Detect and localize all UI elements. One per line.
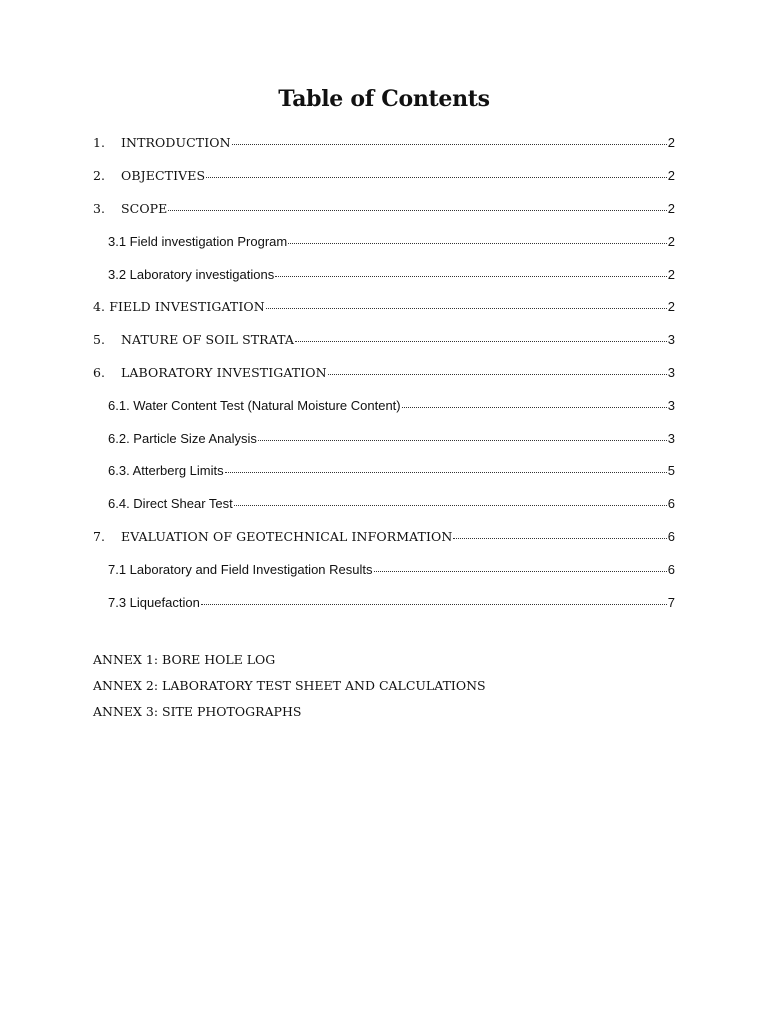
toc-entry-page: 2: [667, 234, 675, 249]
toc-entry-label: 6.2. Particle Size Analysis: [108, 431, 257, 446]
toc-entry-page: 5: [667, 463, 675, 478]
toc-entry-label: INTRODUCTION: [121, 135, 231, 150]
toc-entry-page: 3: [667, 398, 675, 413]
toc-entry-number: 1.: [93, 135, 106, 150]
dot-leader: [206, 165, 667, 178]
toc-entry-laboratory-and-field-results[interactable]: [108, 561, 675, 581]
page-title: Table of Contents: [278, 86, 490, 112]
toc-entry-particle-size-analysis[interactable]: [108, 430, 675, 450]
toc-entry-label: 3.2 Laboratory investigations: [108, 267, 275, 282]
toc-entry-laboratory-investigations[interactable]: [108, 266, 675, 286]
dot-leader: [258, 428, 667, 441]
dot-leader: [295, 329, 667, 342]
toc-entry-label: EVALUATION OF GEOTECHNICAL INFORMATION: [121, 529, 453, 544]
toc-entry-label: 3.1 Field investigation Program: [108, 234, 288, 249]
toc-entry-number: 3.: [93, 201, 106, 216]
toc-entry-field-investigation-program[interactable]: [108, 233, 675, 253]
dot-leader: [288, 231, 667, 244]
dot-leader: [234, 493, 667, 506]
dot-leader: [201, 592, 667, 605]
toc-entry-number: 7.: [93, 529, 106, 544]
toc-entry-scope[interactable]: [93, 200, 675, 220]
dot-leader: [328, 362, 667, 375]
dot-leader: [275, 264, 667, 277]
toc-entry-atterberg-limits[interactable]: [108, 462, 675, 482]
toc-entry-label: 7.3 Liquefaction: [108, 595, 200, 610]
toc-entry-page: 2: [667, 135, 675, 150]
toc-entry-liquefaction[interactable]: [108, 594, 675, 614]
toc-entry-label: NATURE OF SOIL STRATA: [121, 332, 295, 347]
toc-entry-number: 5.: [93, 332, 106, 347]
toc-entry-page: 6: [667, 562, 675, 577]
toc-entry-page: 6: [667, 496, 675, 511]
toc-entry-page: 3: [667, 365, 675, 380]
toc-entry-nature-of-soil-strata[interactable]: [93, 331, 675, 351]
toc-entry-page: 2: [667, 267, 675, 282]
toc-entry-page: 6: [667, 529, 675, 544]
toc-entry-water-content-test[interactable]: [108, 397, 675, 417]
dot-leader: [232, 132, 667, 145]
toc-entry-label: 6.3. Atterberg Limits: [108, 463, 224, 478]
toc-entry-label: 6.4. Direct Shear Test: [108, 496, 233, 511]
toc-entry-label: 4. FIELD INVESTIGATION: [93, 299, 265, 314]
toc-entry-introduction[interactable]: [93, 134, 675, 154]
dot-leader: [402, 395, 667, 408]
toc-entry-label: LABORATORY INVESTIGATION: [121, 365, 327, 380]
dot-leader: [374, 559, 667, 572]
toc-entry-page: 7: [667, 595, 675, 610]
toc-entry-evaluation-of-geotechnical-information[interactable]: [93, 528, 675, 548]
toc-entry-laboratory-investigation[interactable]: [93, 364, 675, 384]
dot-leader: [168, 198, 666, 211]
dot-leader: [225, 460, 667, 473]
dot-leader: [453, 526, 666, 539]
toc-entry-objectives[interactable]: [93, 167, 675, 187]
toc-entry-page: 3: [667, 431, 675, 446]
toc-entry-number: 6.: [93, 365, 106, 380]
toc-entry-page: 3: [667, 332, 675, 347]
annex-site-photographs[interactable]: ANNEX 3: SITE PHOTOGRAPHS: [93, 704, 302, 719]
toc-entry-label: SCOPE: [121, 201, 168, 216]
toc-entry-field-investigation[interactable]: [93, 298, 675, 318]
toc-entry-number: 2.: [93, 168, 106, 183]
toc-entry-direct-shear-test[interactable]: [108, 495, 675, 515]
toc-entry-page: 2: [667, 168, 675, 183]
toc-entry-page: 2: [667, 299, 675, 314]
annex-laboratory-test-sheet[interactable]: ANNEX 2: LABORATORY TEST SHEET AND CALCULATIONS: [93, 678, 486, 693]
dot-leader: [266, 296, 667, 309]
toc-entry-page: 2: [667, 201, 675, 216]
toc-entry-label: 7.1 Laboratory and Field Investigation Results: [108, 562, 373, 577]
toc-entry-label: 6.1. Water Content Test (Natural Moisture Content): [108, 398, 401, 413]
annex-bore-hole-log[interactable]: ANNEX 1: BORE HOLE LOG: [93, 652, 276, 667]
toc-entry-label: OBJECTIVES: [121, 168, 206, 183]
